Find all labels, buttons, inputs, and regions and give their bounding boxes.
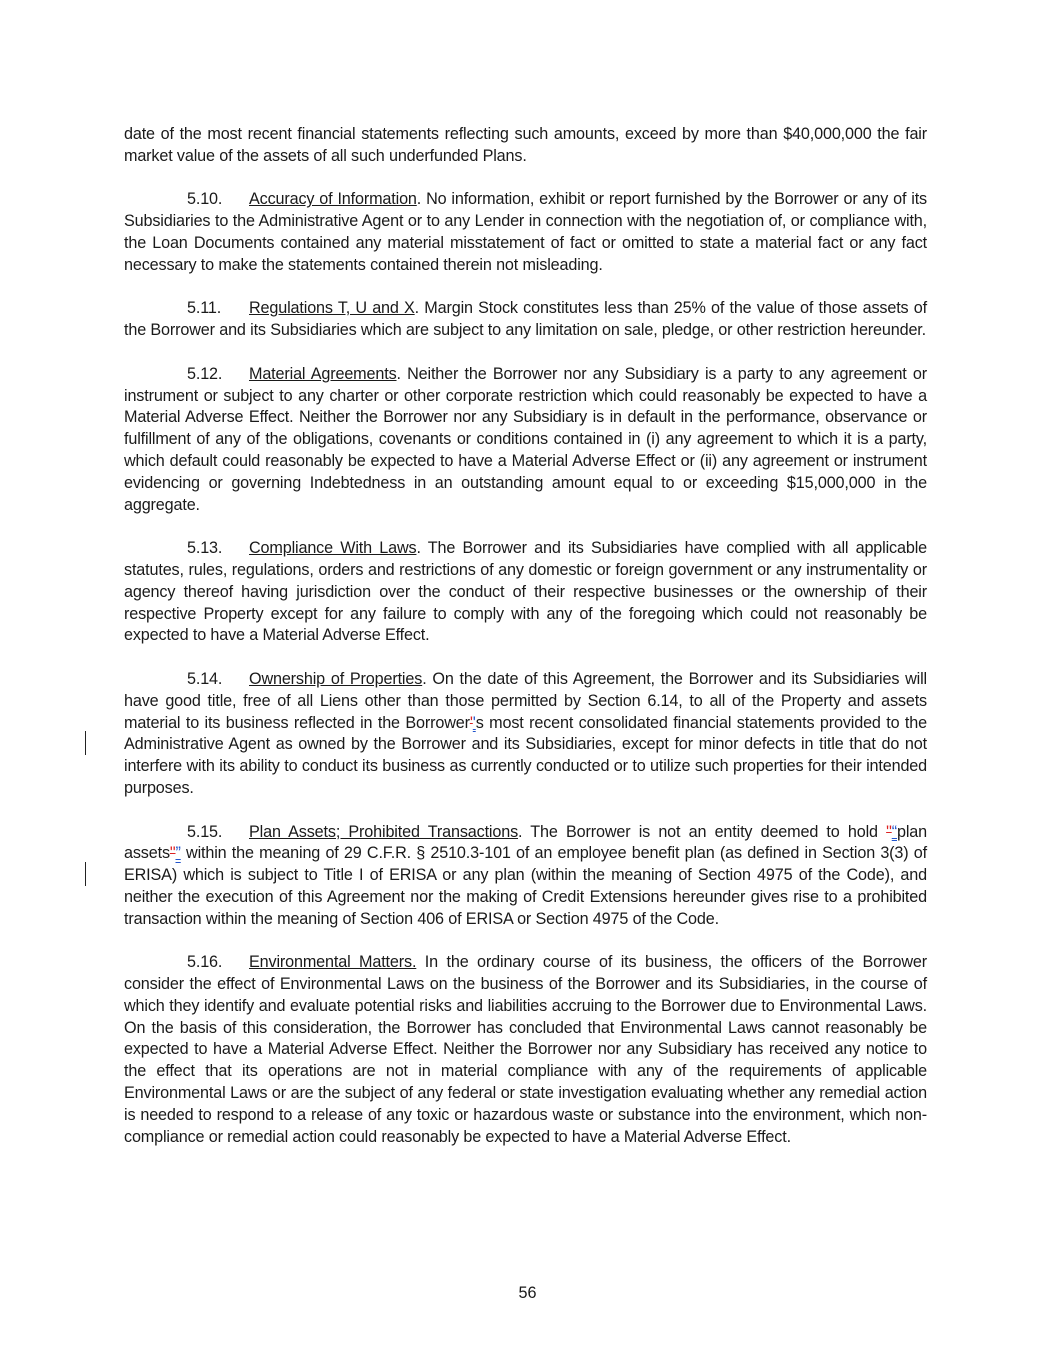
tracked-deletion: ': [469, 713, 473, 732]
change-bar-5-14: [85, 731, 86, 755]
section-text: . The Borrower and its Subsidiaries have complied with all applicable statutes, rules, regulations, orders and restrictions of any domestic or foreign government or any instrumentality or agency thereof having jurisdiction over the conduct of their respective businesses or the ownership of their respective Property except for any failure to comply with any of the foregoing which could not reasonably be expected to have a Material Adverse Effect.: [124, 539, 928, 645]
section-text: . On the date of this Agreement, the Borrower and its Subsidiaries will have good title, free of all Liens other than those permitted by Section 6.14, to all of the Property and assets material to its business reflected in the Borrower: [124, 669, 927, 732]
section-heading: Plan Assets; Prohibited Transactions: [249, 822, 519, 841]
section-number: 5.15.: [187, 822, 223, 841]
tracked-insertion: ”: [175, 844, 181, 863]
section-text: . No information, exhibit or report furnished by the Borrower or any of its Subsidiaries to the Administrative Agent or to any Lender in connection with the negotiation of, or compliance with, the Loan Documents contained any material misstatement of fact or omitted to state a material fact or any fact necessary to make the statements contained therein not misleading.: [124, 190, 927, 274]
section-heading: Environmental Matters.: [249, 953, 417, 972]
section-number: 5.12.: [187, 364, 223, 383]
section-number: 5.13.: [187, 539, 223, 558]
section-heading: Material Agreements: [249, 364, 397, 383]
section-text: plan assets: [124, 822, 927, 863]
page-number: 56: [518, 1284, 537, 1302]
section-5-11: [124, 298, 927, 342]
section-text: . Margin Stock constitutes less than 25% of the value of those assets of the Borrower and its Subsidiaries which are subject to any limitation on sale, pledge, or other restriction hereunder.: [124, 299, 927, 340]
document-body: [124, 124, 927, 1170]
section-text: s most recent consolidated financial statements provided to the Administrative Agent as owned by the Borrower and its Subsidiaries, except for minor defects in title that do not interfere with its ability to conduct its business as currently conducted or to utilize such properties for their intended purposes.: [124, 713, 927, 797]
section-text: within the meaning of 29 C.F.R. § 2510.3-101 of an employee benefit plan (as defined in Section 3(3) of ERISA) which is subject to Title I of ERISA or any plan (within the meaning of Section 4975 of the Code), and neither the execution of this Agreement nor the making of Credit Extensions hereunder gives rise to a prohibited transaction within the meaning of Section 406 of ERISA or Section 4975 of the Code.: [124, 844, 927, 928]
change-bar-5-15: [85, 862, 86, 886]
section-5-16: [124, 952, 927, 1148]
section-number: 5.16.: [187, 953, 223, 972]
section-number: 5.10.: [187, 190, 223, 209]
section-text: . Neither the Borrower nor any Subsidiary is a party to any agreement or instrument or subject to any charter or other corporate restriction which could reasonably be expected to have a Material Adverse Effect. Neither the Borrower nor any Subsidiary is in default in the performance, observance or fulfillment of any of the obligations, covenants or conditions contained in (i) any agreement to which it is a party, which default could reasonably be expected to have a Material Adverse Effect or (ii) any agreement or instrument evidencing or governing Indebtedness in an outstanding amount equal to or exceeding $15,000,000 in the aggregate.: [124, 364, 927, 514]
section-5-14: [124, 669, 927, 800]
section-5-15: [124, 822, 927, 931]
tracked-deletion: ": [169, 844, 176, 863]
section-5-12: [124, 364, 927, 517]
section-number: 5.11.: [187, 299, 222, 318]
section-text: . The Borrower is not an entity deemed to hold: [518, 822, 887, 841]
section-5-13: [124, 538, 927, 647]
section-heading: Regulations T, U and X: [249, 299, 415, 318]
tracked-insertion: “: [891, 822, 897, 841]
section-heading: Accuracy of Information: [249, 190, 417, 209]
section-heading: Compliance With Laws: [249, 539, 417, 558]
tracked-insertion: ': [472, 713, 476, 732]
section-heading: Ownership of Properties: [249, 669, 423, 688]
tracked-deletion: ": [886, 822, 892, 841]
section-5-10: [124, 189, 927, 276]
intro-paragraph: date of the most recent financial statements reflecting such amounts, exceed by more than $40,000,000 the fair market value of the assets of all such underfunded Plans.: [124, 125, 927, 165]
section-number: 5.14.: [187, 669, 223, 688]
section-text: In the ordinary course of its business, the officers of the Borrower consider the effect of Environmental Laws on the business of the Borrower and its Subsidiaries, in the course of which they identify and evaluate potential risks and liabilities accruing to the Borrower due to Environmental Laws. On the basis of this consideration, the Borrower has concluded that Environmental Laws cannot reasonably be expected to have a Material Adverse Effect. Neither the Borrower nor any Subsidiary has received any notice to the effect that its operations are not in material compliance with any of the requirements of applicable Environmental Laws or are the subject of any federal or state investigation evaluating whether any remedial action is needed to respond to a release of any toxic or hazardous waste or substance into the environment, which non-compliance or remedial action could reasonably be expected to have a Material Adverse Effect.: [124, 953, 927, 1146]
